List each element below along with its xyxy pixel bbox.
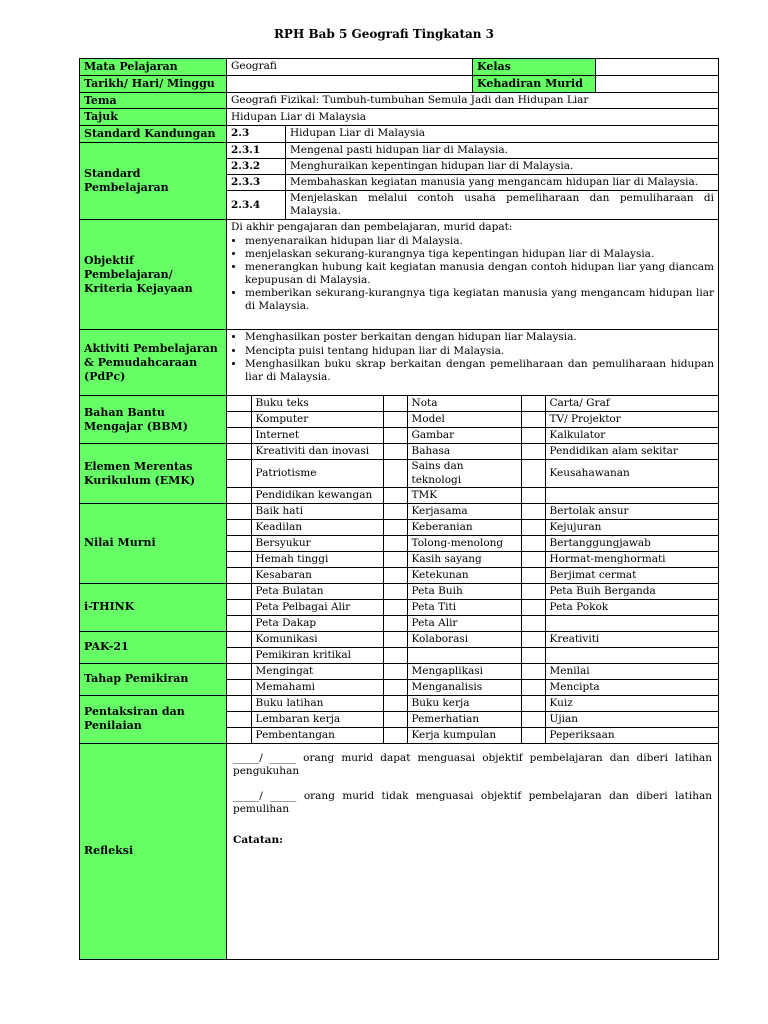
option-label: Hormat-menghormati <box>545 551 718 567</box>
empty-cell <box>521 487 545 503</box>
checkbox[interactable] <box>227 444 251 460</box>
sp-text: Mengenal pasti hidupan liar di Malaysia. <box>286 142 719 158</box>
option-label: Pendidikan kewangan <box>251 487 383 503</box>
option-label: Model <box>407 412 521 428</box>
checkbox[interactable] <box>227 567 251 583</box>
option-label: Nota <box>407 396 521 412</box>
list-item: • menerangkan hubung kait kegiatan manusia dengan contoh hidupan liar yang diancam kepupusan di Malaysia. <box>245 261 714 287</box>
option-label: Komunikasi <box>251 632 383 648</box>
checkbox[interactable] <box>521 428 545 444</box>
checkbox[interactable] <box>227 428 251 444</box>
option-label: Peta Titi <box>407 599 521 615</box>
option-label: Lembaran kerja <box>251 711 383 727</box>
checkbox[interactable] <box>383 535 407 551</box>
rph-table <box>79 58 719 960</box>
emk-grid <box>227 444 718 502</box>
checkbox[interactable] <box>383 551 407 567</box>
checkbox[interactable] <box>521 727 545 743</box>
value-mata-pelajaran[interactable]: Geografi <box>227 59 473 76</box>
checkbox[interactable] <box>227 615 251 631</box>
checkbox[interactable] <box>227 664 251 680</box>
label-mata-pelajaran: Mata Pelajaran <box>80 59 227 76</box>
option-label: Keusahawanan <box>545 460 718 487</box>
list-item: • Menghasilkan poster berkaitan dengan hidupan liar Malaysia. <box>245 331 714 344</box>
option-label: Pemikiran kritikal <box>251 647 383 663</box>
label-pentaksiran: Pentaksiran dan Penilaian <box>80 695 227 743</box>
checkbox[interactable] <box>521 504 545 520</box>
objektif-content <box>227 220 719 330</box>
objektif-list <box>231 235 714 314</box>
empty-cell <box>383 647 407 663</box>
option-label: Patriotisme <box>251 460 383 487</box>
label-tahap: Tahap Pemikiran <box>80 663 227 695</box>
checkbox[interactable] <box>521 632 545 648</box>
empty-cell <box>545 615 718 631</box>
row-tarikh <box>80 75 719 92</box>
option-label: Sains dan teknologi <box>407 460 521 487</box>
row-pentaksiran <box>80 695 719 743</box>
checkbox[interactable] <box>383 504 407 520</box>
empty-cell <box>545 647 718 663</box>
refleksi-line-pengukuhan: _____/ _____ orang murid dapat menguasai objektif pembelajaran dan diberi latihan pengukuhan <box>233 751 712 777</box>
option-label: Bertolak ansur <box>545 504 718 520</box>
row-standard-kandungan <box>80 126 719 143</box>
label-nilai: Nilai Murni <box>80 503 227 583</box>
checkbox[interactable] <box>227 696 251 712</box>
checkbox[interactable] <box>521 460 545 487</box>
sk-text: Hidupan Liar di Malaysia <box>286 126 719 143</box>
checkbox[interactable] <box>383 711 407 727</box>
option-label: Buku kerja <box>407 696 521 712</box>
option-label: Tolong-menolong <box>407 535 521 551</box>
checkbox[interactable] <box>227 396 251 412</box>
label-kelas: Kelas <box>473 59 596 76</box>
sp-code: 2.3.1 <box>227 142 286 158</box>
label-kehadiran: Kehadiran Murid <box>473 75 596 92</box>
checkbox[interactable] <box>383 664 407 680</box>
aktiviti-list <box>231 331 714 384</box>
option-label: Kejujuran <box>545 519 718 535</box>
list-item: • Mencipta puisi tentang hidupan liar di Malaysia. <box>245 345 714 358</box>
tahap-grid <box>227 664 718 695</box>
label-tarikh: Tarikh/ Hari/ Minggu <box>80 75 227 92</box>
option-label: Menganalisis <box>407 679 521 695</box>
checkbox[interactable] <box>521 584 545 600</box>
checkbox[interactable] <box>383 412 407 428</box>
checkbox[interactable] <box>227 519 251 535</box>
option-label: Internet <box>251 428 383 444</box>
nilai-grid <box>227 504 718 583</box>
row-pak21 <box>80 631 719 663</box>
option-label: Pendidikan alam sekitar <box>545 444 718 460</box>
empty-cell <box>545 487 718 503</box>
option-label: Peta Alir <box>407 615 521 631</box>
value-tajuk: Hidupan Liar di Malaysia <box>227 109 719 126</box>
checkbox[interactable] <box>521 396 545 412</box>
list-item: • menjelaskan sekurang-kurangnya tiga kepentingan hidupan liar di Malaysia. <box>245 248 714 261</box>
checkbox[interactable] <box>383 519 407 535</box>
row-nilai <box>80 503 719 583</box>
label-pak21: PAK-21 <box>80 631 227 663</box>
list-item: • memberikan sekurang-kurangnya tiga kegiatan manusia yang mengancam hidupan liar di Malaysia. <box>245 287 714 313</box>
option-label: Kerjasama <box>407 504 521 520</box>
checkbox[interactable] <box>383 567 407 583</box>
option-label: TV/ Projektor <box>545 412 718 428</box>
option-label: Peta Dakap <box>251 615 383 631</box>
label-refleksi: Refleksi <box>80 743 227 959</box>
row-mata-pelajaran <box>80 59 719 76</box>
checkbox[interactable] <box>521 444 545 460</box>
option-label: Carta/ Graf <box>545 396 718 412</box>
checkbox[interactable] <box>227 599 251 615</box>
sp-text: Menjelaskan melalui contoh usaha pemeliharaan dan pemuliharaan di Malaysia. <box>286 191 719 220</box>
sk-code: 2.3 <box>227 126 286 143</box>
catatan-label: Catatan: <box>233 834 283 847</box>
checkbox[interactable] <box>383 460 407 487</box>
sp-code: 2.3.4 <box>227 191 286 220</box>
value-kehadiran[interactable] <box>596 75 719 92</box>
sp-code: 2.3.3 <box>227 175 286 191</box>
label-emk: Elemen Merentas Kurikulum (EMK) <box>80 444 227 503</box>
label-objektif: Objektif Pembelajaran/ Kriteria Kejayaan <box>80 220 227 330</box>
label-standard-kandungan: Standard Kandungan <box>80 126 227 143</box>
pak21-grid <box>227 632 718 663</box>
option-label: Ujian <box>545 711 718 727</box>
objektif-intro: Di akhir pengajaran dan pembelajaran, murid dapat: <box>231 221 513 234</box>
checkbox[interactable] <box>227 679 251 695</box>
option-label: Peta Pokok <box>545 599 718 615</box>
option-label: Pembentangan <box>251 727 383 743</box>
sp-code: 2.3.2 <box>227 158 286 174</box>
row-tajuk <box>80 109 719 126</box>
checkbox[interactable] <box>383 428 407 444</box>
option-label: TMK <box>407 487 521 503</box>
label-tema: Tema <box>80 92 227 109</box>
checkbox[interactable] <box>383 396 407 412</box>
label-aktiviti: Aktiviti Pembelajaran & Pemudahcaraan (PdPc) <box>80 330 227 396</box>
label-tajuk: Tajuk <box>80 109 227 126</box>
option-label: Kuiz <box>545 696 718 712</box>
checkbox[interactable] <box>227 584 251 600</box>
row-sp-1 <box>80 142 719 158</box>
checkbox[interactable] <box>383 444 407 460</box>
sp-text: Membahaskan kegiatan manusia yang mengancam hidupan liar di Malaysia. <box>286 175 719 191</box>
checkbox[interactable] <box>383 727 407 743</box>
row-tema <box>80 92 719 109</box>
checkbox[interactable] <box>521 567 545 583</box>
row-aktiviti <box>80 330 719 396</box>
empty-cell <box>407 647 521 663</box>
checkbox[interactable] <box>227 535 251 551</box>
page-title: RPH Bab 5 Geografi Tingkatan 3 <box>273 27 495 41</box>
option-label: Keberanian <box>407 519 521 535</box>
checkbox[interactable] <box>383 632 407 648</box>
option-label: Ketekunan <box>407 567 521 583</box>
checkbox[interactable] <box>383 584 407 600</box>
checkbox[interactable] <box>521 551 545 567</box>
checkbox[interactable] <box>521 664 545 680</box>
checkbox[interactable] <box>227 412 251 428</box>
list-item: • menyenaraikan hidupan liar di Malaysia. <box>245 235 714 248</box>
option-label: Kasih sayang <box>407 551 521 567</box>
checkbox[interactable] <box>383 696 407 712</box>
option-label: Kalkulator <box>545 428 718 444</box>
refleksi-content[interactable] <box>227 743 719 959</box>
option-label: Buku teks <box>251 396 383 412</box>
row-ithink <box>80 583 719 631</box>
checkbox[interactable] <box>521 599 545 615</box>
option-label: Berjimat cermat <box>545 567 718 583</box>
row-tahap <box>80 663 719 695</box>
sp-text: Menghuraikan kepentingan hidupan liar di Malaysia. <box>286 158 719 174</box>
checkbox[interactable] <box>383 487 407 503</box>
option-label: Kesabaran <box>251 567 383 583</box>
refleksi-line-pemulihan: _____/ _____ orang murid tidak menguasai objektif pembelajaran dan diberi latihan pemulihan <box>233 789 712 815</box>
checkbox[interactable] <box>227 504 251 520</box>
checkbox[interactable] <box>227 487 251 503</box>
aktiviti-content <box>227 330 719 396</box>
option-label: Peta Bulatan <box>251 584 383 600</box>
value-kelas[interactable] <box>596 59 719 76</box>
checkbox[interactable] <box>227 632 251 648</box>
empty-cell <box>521 615 545 631</box>
option-label: Menilai <box>545 664 718 680</box>
checkbox[interactable] <box>521 412 545 428</box>
checkbox[interactable] <box>227 460 251 487</box>
option-label: Peta Pelbagai Alir <box>251 599 383 615</box>
checkbox[interactable] <box>227 647 251 663</box>
option-label: Gambar <box>407 428 521 444</box>
value-tarikh[interactable] <box>227 75 473 92</box>
row-bbm <box>80 396 719 444</box>
label-bbm: Bahan Bantu Mengajar (BBM) <box>80 396 227 444</box>
checkbox[interactable] <box>521 519 545 535</box>
option-label: Bersyukur <box>251 535 383 551</box>
option-label: Kreativiti dan inovasi <box>251 444 383 460</box>
option-label: Mencipta <box>545 679 718 695</box>
option-label: Peperiksaan <box>545 727 718 743</box>
list-item: • Menghasilkan buku skrap berkaitan dengan pemeliharaan dan pemuliharaan hidupan liar di Malaysia. <box>245 358 714 384</box>
row-objektif <box>80 220 719 330</box>
option-label: Komputer <box>251 412 383 428</box>
row-emk <box>80 444 719 503</box>
label-standard-pembelajaran: Standard Pembelajaran <box>80 142 227 220</box>
empty-cell <box>521 647 545 663</box>
option-label: Bertanggungjawab <box>545 535 718 551</box>
checkbox[interactable] <box>227 551 251 567</box>
option-label: Peta Buih <box>407 584 521 600</box>
option-label: Kreativiti <box>545 632 718 648</box>
value-tema: Geografi Fizikal: Tumbuh-tumbuhan Semula Jadi dan Hidupan Liar <box>227 92 719 109</box>
bbm-grid <box>227 396 718 443</box>
checkbox[interactable] <box>227 727 251 743</box>
checkbox[interactable] <box>521 711 545 727</box>
option-label: Keadilan <box>251 519 383 535</box>
pentaksiran-grid <box>227 696 718 743</box>
option-label: Memahami <box>251 679 383 695</box>
option-label: Baik hati <box>251 504 383 520</box>
label-ithink: i-THINK <box>80 583 227 631</box>
checkbox[interactable] <box>383 599 407 615</box>
option-label: Kerja kumpulan <box>407 727 521 743</box>
checkbox[interactable] <box>521 696 545 712</box>
checkbox[interactable] <box>383 679 407 695</box>
checkbox[interactable] <box>383 615 407 631</box>
option-label: Hemah tinggi <box>251 551 383 567</box>
option-label: Pemerhatian <box>407 711 521 727</box>
checkbox[interactable] <box>521 535 545 551</box>
checkbox[interactable] <box>227 711 251 727</box>
option-label: Mengingat <box>251 664 383 680</box>
option-label: Bahasa <box>407 444 521 460</box>
option-label: Buku latihan <box>251 696 383 712</box>
ithink-grid <box>227 584 718 631</box>
checkbox[interactable] <box>521 679 545 695</box>
option-label: Mengaplikasi <box>407 664 521 680</box>
option-label: Kolaborasi <box>407 632 521 648</box>
row-refleksi <box>80 743 719 959</box>
option-label: Peta Buih Berganda <box>545 584 718 600</box>
